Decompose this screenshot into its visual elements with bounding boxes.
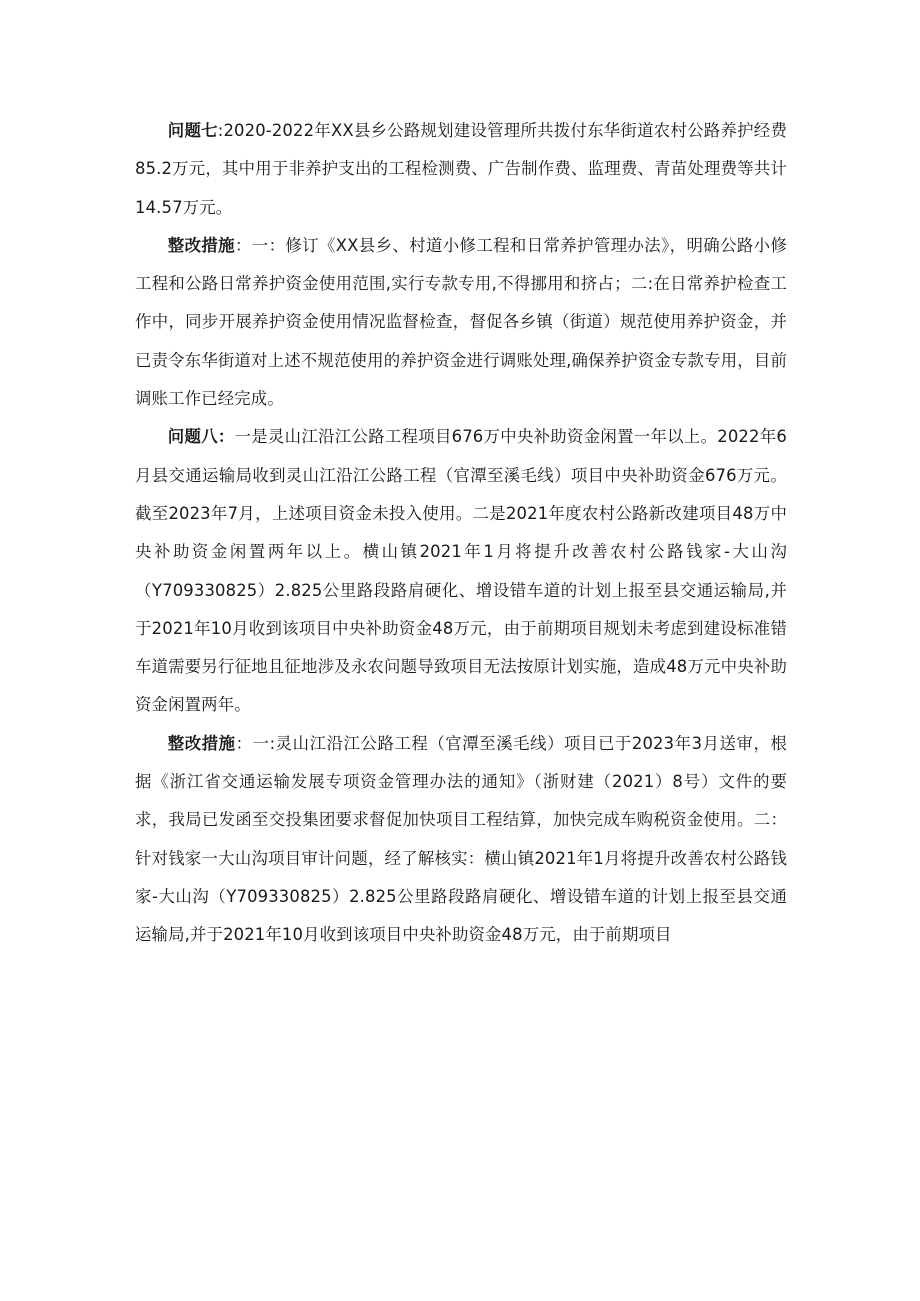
issue-eight-label: 问题八： xyxy=(167,427,235,447)
paragraph-rectification-seven xyxy=(135,227,787,418)
document-body xyxy=(135,112,787,955)
rectification-seven-label: 整改措施 xyxy=(167,235,235,255)
paragraph-issue-seven xyxy=(135,112,787,227)
paragraph-rectification-eight xyxy=(135,725,787,955)
issue-seven-label: 问题七 xyxy=(167,121,218,140)
rectification-eight-text: ：一:灵山江沿江公路工程（官潭至溪毛线）项目已于2023年3月送审，根据《浙江省交通运输发展专项资金管理办法的通知》（浙财建（2021）8号）文件的要求，我局已发函至交投集团要求督促加快项目工程结算，加快完成车购税资金使用。二：针对钱家一大山沟项目审计问题，经了解核实：横山镇2021年1月将提升改善农村公路钱家-大山沟（Y709330825）2.825公里路段路肩硬化、增设错车道的计划上报至县交通运输局,并于2021年10月收到该项目中央补助资金48万元，由于前期项目 xyxy=(135,733,787,945)
paragraph-issue-eight xyxy=(135,418,787,724)
issue-eight-text: 一是灵山江沿江公路工程项目676万中央补助资金闲置一年以上。2022年6月县交通运输局收到灵山江沿江公路工程（官潭至溪毛线）项目中央补助资金676万元。截至2023年7月，上述项目资金未投入使用。二是2021年度农村公路新改建项目48万中央补助资金闲置两年以上。横山镇2021年1月将提升改善农村公路钱家-大山沟（Y709330825）2.825公里路段路肩硬化、增设错车道的计划上报至县交通运输局,并于2021年10月收到该项目中央补助资金48万元，由于前期项目规划未考虑到建设标准错车道需要另行征地且征地涉及永农问题导致项目无法按原计划实施，造成48万元中央补助资金闲置两年。 xyxy=(135,427,788,715)
rectification-seven-text: ：一：修订《XX县乡、村道小修工程和日常养护管理办法》，明确公路小修工程和公路日常养护资金使用范围,实行专款专用,不得挪用和挤占；二:在日常养护检查工作中，同步开展养护资金使用情况监督检查，督促各乡镇（街道）规范使用养护资金，并已责令东华街道对上述不规范使用的养护资金进行调账处理,确保养护资金专款专用，目前调账工作已经完成。 xyxy=(135,235,787,409)
rectification-eight-label: 整改措施 xyxy=(167,733,236,753)
issue-seven-text: :2020-2022年XX县乡公路规划建设管理所共拨付东华街道农村公路养护经费85.2万元，其中用于非养护支出的工程检测费、广告制作费、监理费、青苗处理费等共计14.57万元。 xyxy=(135,121,787,217)
